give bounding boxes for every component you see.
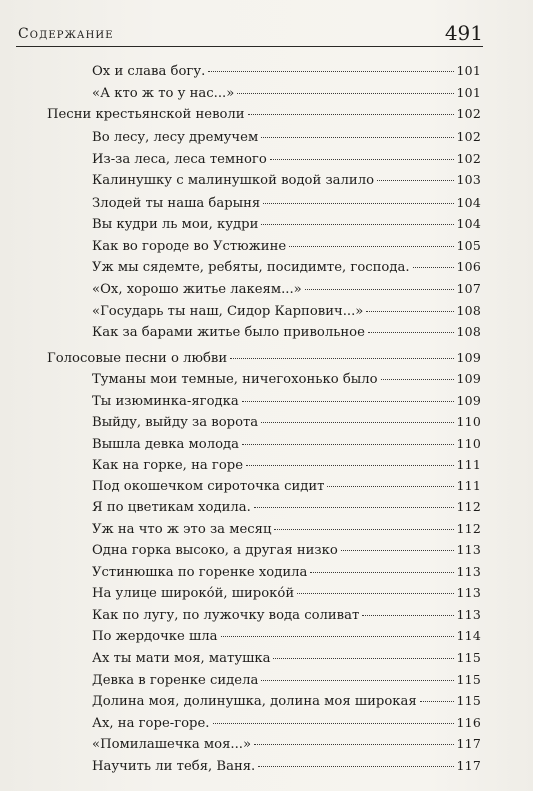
toc-entry bbox=[92, 301, 481, 321]
toc-entry-page: 105 bbox=[456, 238, 481, 253]
toc-section-heading bbox=[47, 104, 481, 124]
toc-entry-title: Как на горке, на горе bbox=[92, 458, 244, 473]
toc-entry bbox=[92, 670, 481, 690]
dot-leader bbox=[310, 571, 453, 573]
toc-entry-page: 103 bbox=[456, 172, 481, 187]
toc-entry bbox=[92, 713, 481, 733]
dot-leader bbox=[254, 506, 454, 508]
dot-leader bbox=[213, 722, 454, 724]
toc-entry-page: 115 bbox=[456, 693, 481, 708]
dot-leader bbox=[221, 635, 454, 637]
toc-entry-title: Выйду, выйду за ворота bbox=[92, 415, 259, 430]
toc-entry-title: Как во городе во Устюжине bbox=[92, 239, 287, 254]
toc-entry-title: Устинюшка по горенке ходила bbox=[92, 565, 308, 580]
toc-entry bbox=[92, 391, 481, 411]
toc-entry bbox=[92, 279, 481, 299]
toc-entry-page: 117 bbox=[456, 758, 481, 773]
toc-entry-page: 111 bbox=[456, 478, 481, 493]
toc-entry bbox=[92, 149, 481, 169]
dot-leader bbox=[297, 592, 453, 594]
toc-entry bbox=[92, 127, 481, 147]
toc-entry-title: Ах, на горе-горе. bbox=[92, 716, 210, 731]
toc-entry-page: 109 bbox=[456, 350, 481, 365]
dot-leader bbox=[270, 158, 454, 160]
toc-entry bbox=[92, 519, 481, 539]
dot-leader bbox=[362, 614, 453, 616]
dot-leader bbox=[248, 113, 454, 115]
toc-entry-title: Из-за леса, леса темного bbox=[92, 152, 267, 167]
toc-entry-page: 102 bbox=[456, 151, 481, 166]
dot-leader bbox=[230, 357, 453, 359]
toc-entry-title: Туманы мои темные, ничегохонько было bbox=[92, 372, 378, 387]
toc-entry-title: Одна горка высоко, а другая низко bbox=[92, 543, 338, 558]
toc-entry-page: 115 bbox=[456, 672, 481, 687]
toc-entry-page: 115 bbox=[456, 650, 481, 665]
toc-entry-title: Как по лугу, по лужочку вода соливат bbox=[92, 608, 360, 623]
toc-entry-page: 102 bbox=[456, 129, 481, 144]
dot-leader bbox=[366, 310, 453, 312]
toc-entry-page: 109 bbox=[456, 393, 481, 408]
dot-leader bbox=[381, 378, 454, 380]
toc-entry bbox=[92, 583, 481, 603]
dot-leader bbox=[413, 266, 454, 268]
dot-leader bbox=[273, 657, 453, 659]
toc-entry bbox=[92, 236, 481, 256]
toc-entry bbox=[92, 605, 481, 625]
toc-entry-title: Как за барами житье было привольное bbox=[92, 325, 365, 340]
toc-entry bbox=[92, 322, 481, 342]
dot-leader bbox=[261, 136, 453, 138]
toc-entry-page: 102 bbox=[456, 106, 481, 121]
toc-entry-title: Злодей ты наша барыня bbox=[92, 196, 261, 211]
toc-entry bbox=[92, 214, 481, 234]
toc-entry-page: 101 bbox=[456, 63, 481, 78]
toc-entry bbox=[92, 61, 481, 81]
toc-entry bbox=[92, 369, 481, 389]
dot-leader bbox=[242, 400, 454, 402]
toc-entry-title: Ох и слава богу. bbox=[92, 64, 206, 79]
toc-entry-page: 113 bbox=[456, 585, 481, 600]
dot-leader bbox=[242, 443, 454, 445]
toc-entry-title: Вышла девка молода bbox=[92, 437, 240, 452]
toc-entry-page: 110 bbox=[456, 436, 481, 451]
dot-leader bbox=[368, 331, 454, 333]
toc-entry-title: «А кто ж то у нас...» bbox=[92, 86, 235, 101]
dot-leader bbox=[305, 288, 454, 290]
toc-entry-title: Научить ли тебя, Ваня. bbox=[92, 759, 256, 774]
toc-entry-page: 113 bbox=[456, 542, 481, 557]
toc-entry-page: 107 bbox=[456, 281, 481, 296]
toc-entry-title: Вы кудри ль мои, кудри bbox=[92, 217, 259, 232]
toc-entry-page: 104 bbox=[456, 195, 481, 210]
toc-entry-page: 114 bbox=[456, 628, 481, 643]
toc-entry-page: 110 bbox=[456, 414, 481, 429]
toc-entry bbox=[92, 756, 481, 776]
toc-entry bbox=[92, 497, 481, 517]
toc-entry-title: Под окошечком сироточка сидит bbox=[92, 479, 325, 494]
toc-entry-page: 111 bbox=[456, 457, 481, 472]
toc-entry-title: Я по цветикам ходила. bbox=[92, 500, 251, 515]
toc-entry-page: 108 bbox=[456, 324, 481, 339]
toc-entry bbox=[92, 455, 481, 475]
dot-leader bbox=[246, 464, 454, 466]
toc-entry-title: Ты изюминка-ягодка bbox=[92, 394, 239, 409]
dot-leader bbox=[289, 245, 453, 247]
toc-entry-page: 117 bbox=[456, 736, 481, 751]
toc-section-heading bbox=[47, 348, 481, 368]
toc-entry-title: Долина моя, долинушка, долина моя широкая bbox=[92, 694, 417, 709]
page-number: 491 bbox=[444, 21, 483, 45]
dot-leader bbox=[258, 765, 453, 767]
toc-entry-page: 116 bbox=[456, 715, 481, 730]
toc-entry-page: 108 bbox=[456, 303, 481, 318]
toc-entry bbox=[92, 434, 481, 454]
toc-entry bbox=[92, 412, 481, 432]
toc-entry bbox=[92, 193, 481, 213]
dot-leader bbox=[274, 528, 453, 530]
toc-entry-title: «Ох, хорошо житье лакеям...» bbox=[92, 282, 302, 297]
dot-leader bbox=[420, 700, 454, 702]
toc-entry bbox=[92, 562, 481, 582]
toc-entry bbox=[92, 648, 481, 668]
dot-leader bbox=[327, 485, 453, 487]
toc-entry-title: Песни крестьянской неволи bbox=[47, 107, 245, 122]
toc-entry bbox=[92, 734, 481, 754]
toc-entry-page: 104 bbox=[456, 216, 481, 231]
toc-entry-page: 113 bbox=[456, 607, 481, 622]
toc-entry-title: Уж на что ж это за месяц bbox=[92, 522, 272, 537]
dot-leader bbox=[237, 92, 453, 94]
toc-entry-page: 101 bbox=[456, 85, 481, 100]
toc-entry-title: Калинушку с малинушкой водой залило bbox=[92, 173, 375, 188]
toc-entry-page: 109 bbox=[456, 371, 481, 386]
toc-entry-title: По жердочке шла bbox=[92, 629, 218, 644]
toc-entry bbox=[92, 170, 481, 190]
dot-leader bbox=[208, 70, 453, 72]
toc-entry-title: «Помилашечка моя...» bbox=[92, 737, 252, 752]
toc-entry-title: На улице широко́й, широко́й bbox=[92, 586, 295, 601]
dot-leader bbox=[261, 223, 453, 225]
toc-entry bbox=[92, 83, 481, 103]
dot-leader bbox=[254, 743, 453, 745]
toc-entry bbox=[92, 626, 481, 646]
toc-entry-title: Голосовые песни о любви bbox=[47, 351, 228, 366]
toc-entry bbox=[92, 257, 481, 277]
dot-leader bbox=[263, 202, 453, 204]
dot-leader bbox=[261, 421, 453, 423]
dot-leader bbox=[377, 179, 454, 181]
toc-entry bbox=[92, 540, 481, 560]
toc-entry-title: «Государь ты наш, Сидор Карпович...» bbox=[92, 304, 364, 319]
toc-entry-title: Ах ты мати моя, матушка bbox=[92, 651, 271, 666]
toc-entry bbox=[92, 691, 481, 711]
toc-entry bbox=[92, 476, 481, 496]
dot-leader bbox=[261, 679, 453, 681]
toc-entry-page: 106 bbox=[456, 259, 481, 274]
running-head: Содержание bbox=[18, 26, 114, 42]
toc-entry-page: 112 bbox=[456, 499, 481, 514]
toc-entry-page: 113 bbox=[456, 564, 481, 579]
dot-leader bbox=[341, 549, 454, 551]
toc-entry-title: Девка в горенке сидела bbox=[92, 673, 259, 688]
toc-entry-title: Уж мы сядемте, ребяты, посидимте, господа. bbox=[92, 260, 410, 275]
toc-entry-page: 112 bbox=[456, 521, 481, 536]
toc-entry-title: Во лесу, лесу дремучем bbox=[92, 130, 259, 145]
